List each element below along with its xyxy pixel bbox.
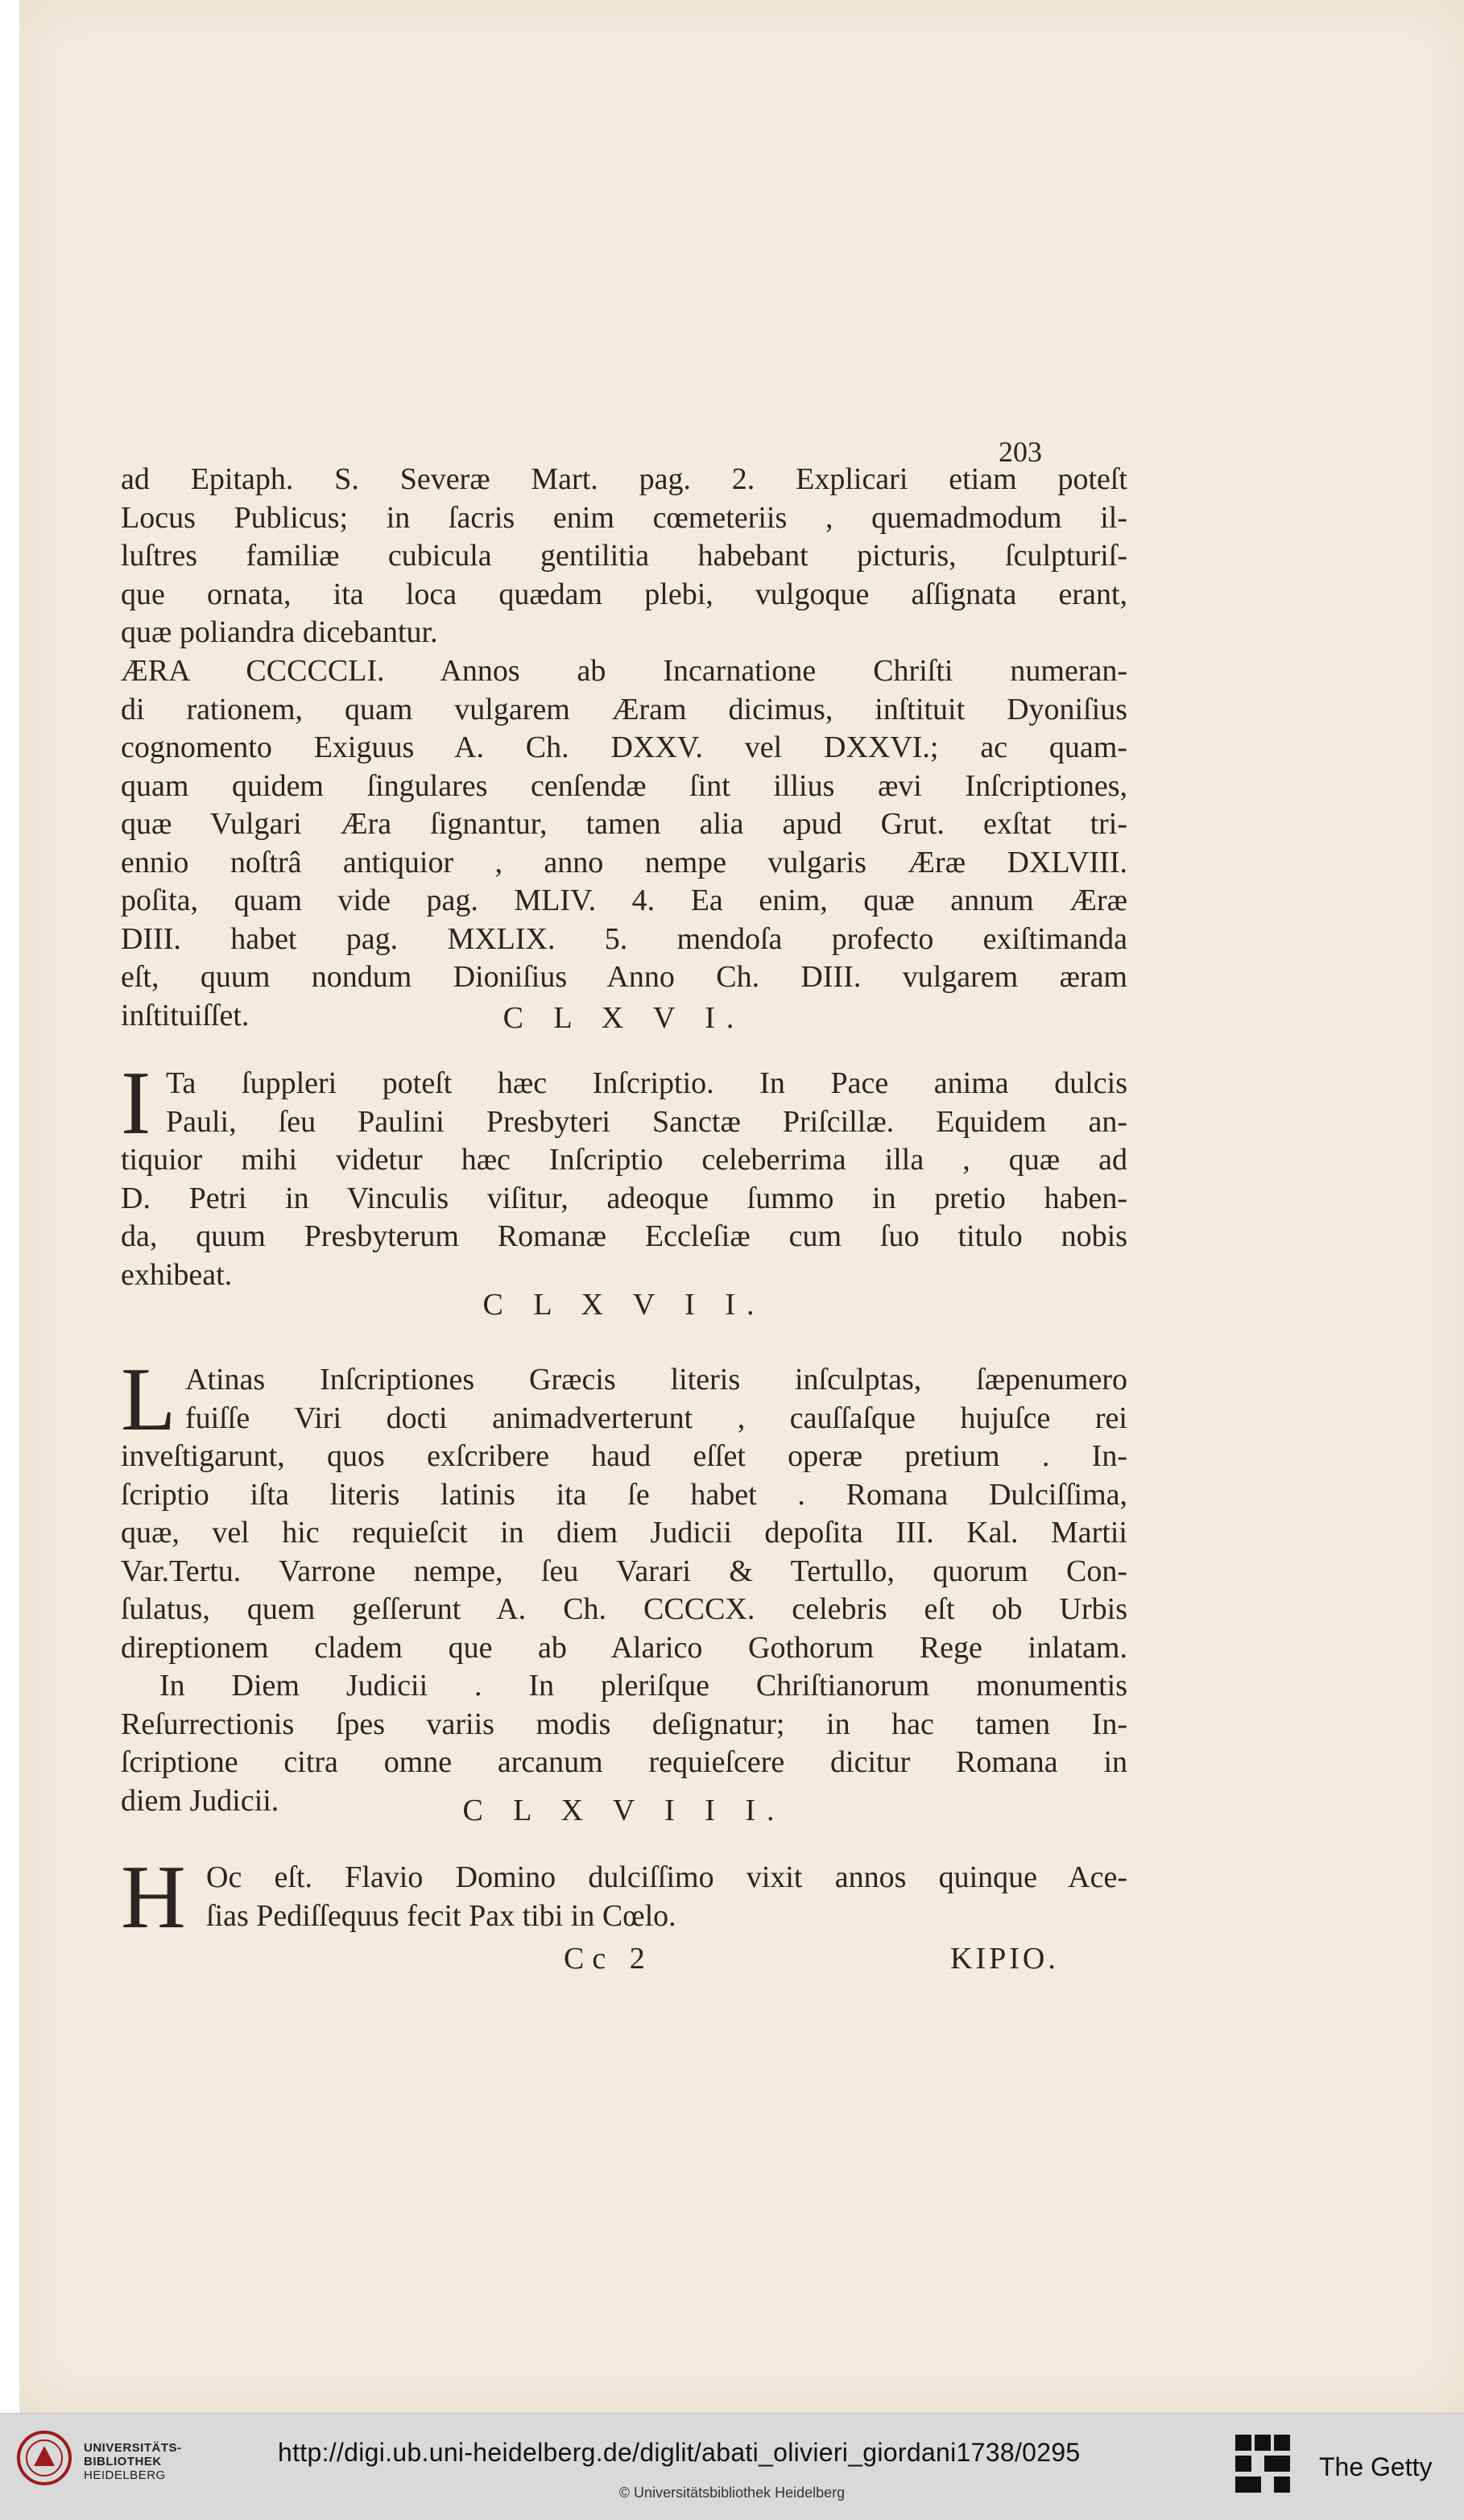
text-line: di rationem, quam vulgarem Æram dicimus, inſtituit Dyoniſius [121,692,1127,726]
text-line: diem Judicii. [121,1783,279,1818]
permalink-url[interactable]: http://digi.ub.uni-heidelberg.de/diglit/abati_olivieri_giordani1738/0295 [278,2438,1081,2467]
copyright-notice: © Universitätsbibliothek Heidelberg [618,2485,846,2501]
text-line: Var.Tertu. Varrone nempe, ſeu Varari & Tertullo, quorum Con- [121,1554,1127,1588]
signature-mark: Cc 2 [564,1942,653,1976]
text-line: fuiſſe Viri docti animadverterunt , cauſſaſque hujuſce rei [185,1401,1127,1435]
text-line: ſcriptio iſta literis latinis ita ſe habet . Romana Dulciſſima, [121,1477,1127,1512]
section-body [121,1859,1127,1935]
text-line: quæ Vulgari Æra ſignantur, tamen alia apud Grut. exſtat tri- [121,807,1127,841]
section-heading: C L X V I I. [482,1288,766,1322]
library-name [84,2441,182,2482]
text-line: Atinas Inſcriptiones Græcis literis inſculptas, ſæpenumero [185,1363,1127,1397]
text-line: inſtituiſſet. [121,998,250,1032]
text-line: ad Epitaph. S. Severæ Mart. pag. 2. Explicari etiam poteſt [121,462,1127,496]
catchword: KIPIO. [950,1942,1059,1976]
text-line: que ornata, ita loca quædam plebi, vulgoque aſſignata erant, [121,577,1127,611]
text-line: ennio noſtrâ antiquior , anno nempe vulgaris Æræ DXLVIII. [121,845,1127,879]
text-line: Reſurrectionis ſpes variis modis deſignatur; in hac tamen In- [121,1707,1127,1741]
section-body [121,1053,1127,1294]
text-line: ſcriptione citra omne arcanum requieſcere dicitur Romana in [121,1745,1127,1779]
text-line: D. Petri in Vinculis viſitur, adeoque ſummo in pretio haben- [121,1181,1127,1215]
getty-logo-icon [1232,2431,1293,2497]
partner-name: The Getty [1319,2452,1433,2481]
paragraph-2 [121,652,1127,1035]
text-line: Ta ſuppleri poteſt hæc Inſcriptio. In Pace anima dulcis [166,1066,1127,1100]
page-number: 203 [999,436,1042,468]
viewer-footer-bar [0,2413,1464,2520]
library-name-line: HEIDELBERG [84,2468,166,2482]
text-line: direptionem cladem que ab Alarico Gothorum Rege inlatam. [121,1630,1127,1665]
text-line: quam quidem ſingulares cenſendæ ſint illius ævi Inſcriptiones, [121,768,1127,803]
text-line: DIII. habet pag. MXLIX. 5. mendoſa profecto exiſtimanda [121,921,1127,956]
library-name-line: UNIVERSITÄTS- [84,2441,182,2455]
text-line: ſias Pediſſequus fecit Pax tibi in Cœlo. [206,1898,676,1933]
text-line: inveſtigarunt, quos exſcribere haud eſſet operæ pretium . In- [121,1439,1127,1473]
drop-cap: H [121,1848,186,1947]
university-seal-icon [16,2430,72,2486]
section-body [121,1350,1127,1820]
section-heading: C L X V I I I. [462,1794,786,1827]
text-line: quæ poliandra dicebantur. [121,615,438,649]
text-line: Locus Publicus; in ſacris enim cœmeteriis , quemadmodum il- [121,500,1127,535]
library-name-line: BIBLIOTHEK [84,2455,162,2468]
text-line: poſita, quam vide pag. MLIV. 4. Ea enim, quæ annum Æræ [121,883,1127,917]
text-line: In Diem Judicii . In pleriſque Chriſtianorum monumentis [159,1669,1127,1703]
text-line: Pauli, ſeu Paulini Presbyteri Sanctæ Priſcillæ. Equidem an- [166,1104,1127,1139]
text-line: tiquior mihi videtur hæc Inſcriptio celeberrima illa , quæ ad [121,1143,1127,1177]
text-line: exhibeat. [121,1257,233,1292]
text-line: da, quum Presbyterum Romanæ Eccleſiæ cum ſuo titulo nobis [121,1219,1127,1253]
text-line: quæ, vel hic requieſcit in diem Judicii depoſita III. Kal. Martii [121,1516,1127,1550]
text-line: ÆRA CCCCCLI. Annos ab Incarnatione Chriſti numeran- [121,654,1127,688]
section-heading: C L X V I. [502,1001,746,1035]
text-line: ſulatus, quem geſſerunt A. Ch. CCCCX. celebris eſt ob Urbis [121,1592,1127,1626]
text-line: eſt, quum nondum Dioniſius Anno Ch. DIII. vulgarem æram [121,960,1127,994]
text-line: luſtres familiæ cubicula gentilitia habebant picturis, ſculpturiſ- [121,539,1127,573]
drop-cap: I [121,1053,151,1153]
text-line: cognomento Exiguus A. Ch. DXXV. vel DXXVI.; ac quam- [121,730,1127,764]
paragraph-1 [121,461,1127,652]
text-line: Oc eſt. Flavio Domino dulciſſimo vixit annos quinque Ace- [206,1860,1127,1894]
drop-cap: L [121,1350,176,1450]
